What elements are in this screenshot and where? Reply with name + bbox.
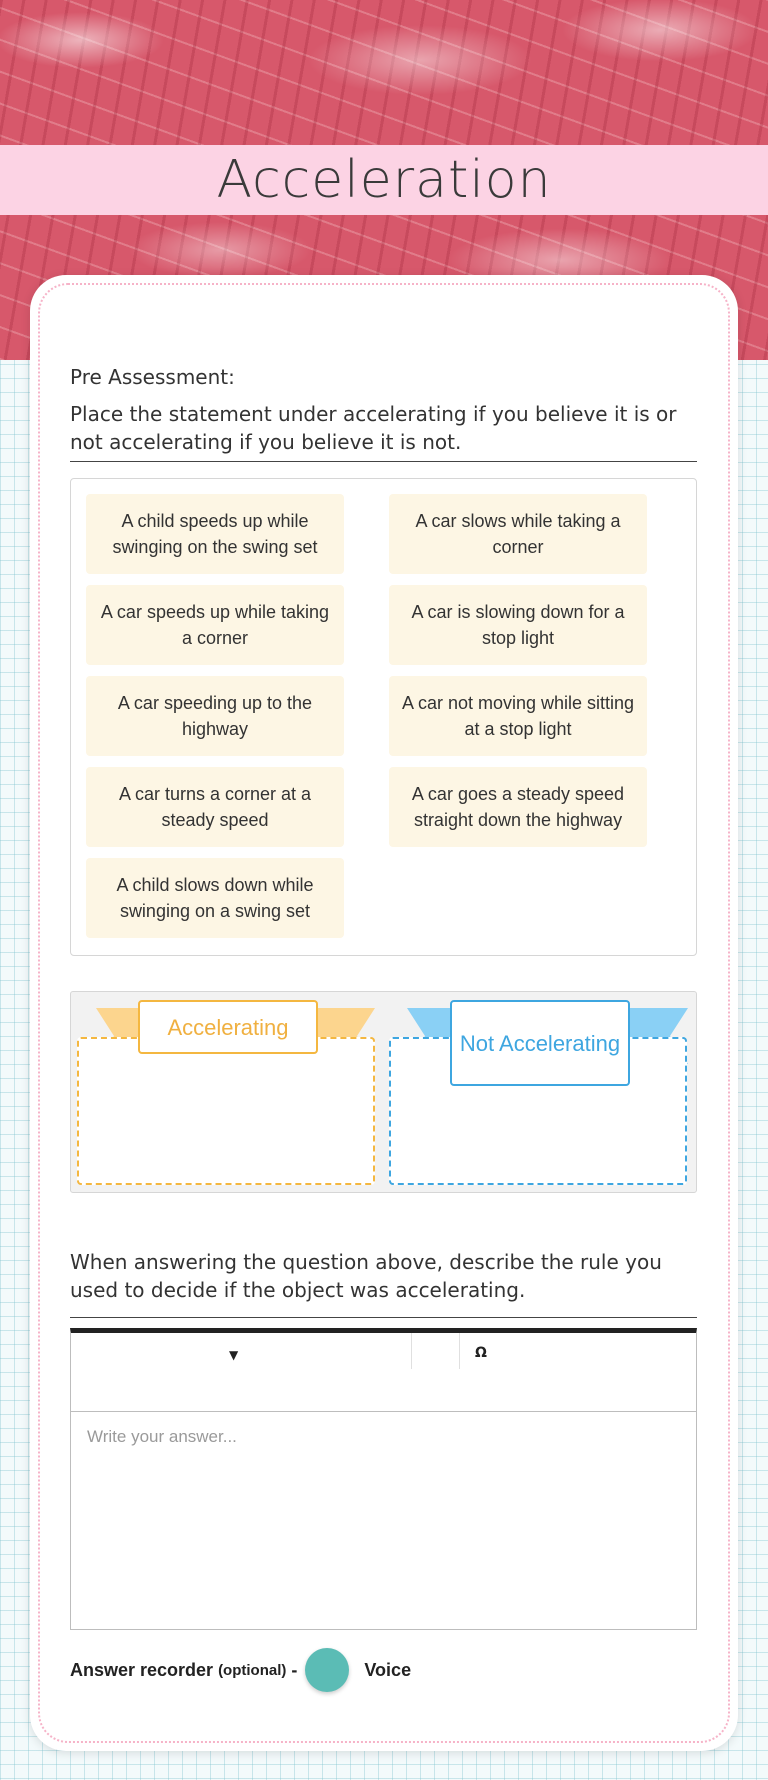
divider-line	[70, 461, 697, 462]
draggable-option[interactable]: A car goes a steady speed straight down the highway	[389, 767, 647, 847]
recorder-dash: -	[291, 1659, 298, 1680]
divider-line	[70, 1317, 697, 1318]
toolbar-divider	[459, 1333, 460, 1369]
page-title: Acceleration	[216, 150, 552, 210]
recorder-optional-label: (optional)	[218, 1661, 287, 1679]
recorder-label: Answer recorder	[70, 1659, 214, 1680]
special-character-omega-icon[interactable]: Ω	[475, 1345, 487, 1361]
answer-recorder	[70, 1648, 411, 1692]
draggable-option[interactable]: A child slows down while swinging on a swing set	[86, 858, 344, 938]
draggable-option[interactable]: A car is slowing down for a stop light	[389, 585, 647, 665]
accelerating-label: Accelerating	[138, 1000, 318, 1054]
draggable-options-container	[70, 478, 697, 956]
voice-label: Voice	[364, 1659, 412, 1680]
accelerating-drop-zone[interactable]	[77, 1037, 375, 1185]
title-banner	[0, 145, 768, 215]
editor-toolbar	[71, 1333, 696, 1412]
not-accelerating-label: Not Accelerating	[450, 1000, 630, 1086]
draggable-option[interactable]: A child speeds up while swinging on the swing set	[86, 494, 344, 574]
draggable-option[interactable]: A car not moving while sitting at a stop light	[389, 676, 647, 756]
toolbar-divider	[411, 1333, 412, 1369]
drop-zones-container	[70, 991, 697, 1193]
instruction-text: Place the statement under accelerating if you believe it is or not accelerating if you believe it is not.	[70, 402, 677, 454]
draggable-option[interactable]: A car turns a corner at a steady speed	[86, 767, 344, 847]
answer-editor	[70, 1328, 697, 1630]
answer-input[interactable]	[71, 1411, 696, 1625]
question-two-prompt: When answering the question above, describe the rule you used to decide if the object was accelerating.	[70, 1250, 662, 1302]
pre-assessment-label: Pre Assessment:	[70, 365, 235, 389]
format-dropdown-chevron-down-icon[interactable]: ▼	[229, 1348, 239, 1362]
draggable-option[interactable]: A car speeding up to the highway	[86, 676, 344, 756]
record-voice-button[interactable]	[305, 1648, 349, 1692]
draggable-option[interactable]: A car slows while taking a corner	[389, 494, 647, 574]
draggable-option[interactable]: A car speeds up while taking a corner	[86, 585, 344, 665]
